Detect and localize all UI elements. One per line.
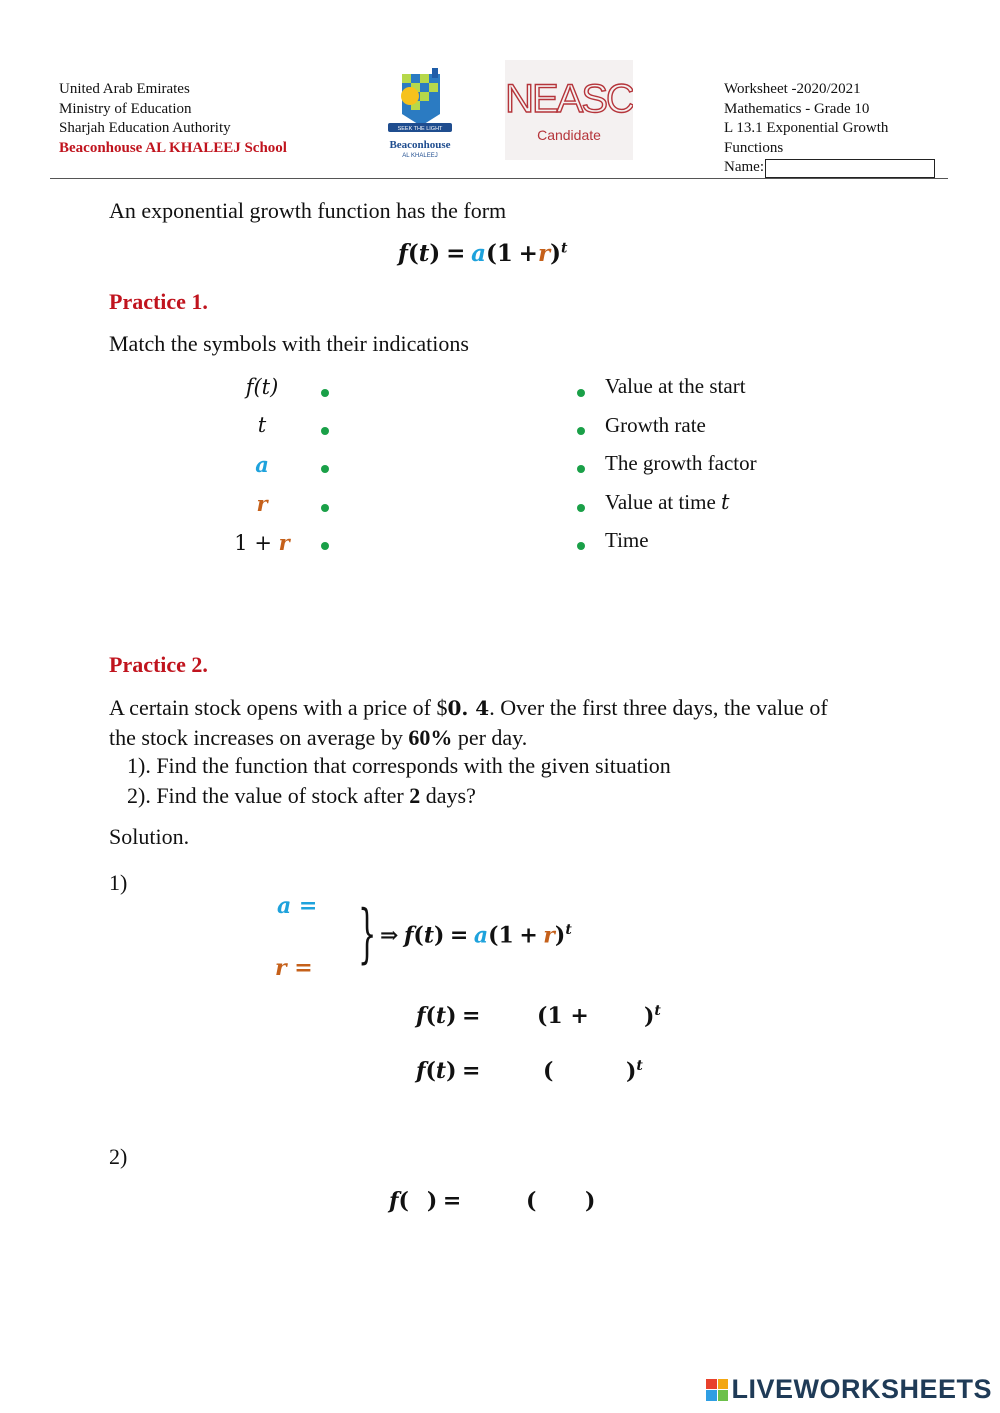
step2-a-field[interactable] [500, 1004, 534, 1034]
logo2-mark: NEASC [505, 77, 633, 121]
indication-rate: Growth rate [605, 413, 706, 437]
part2-a-field[interactable] [476, 1190, 522, 1218]
a-answer-field[interactable] [326, 904, 386, 940]
formula-t: t [418, 240, 430, 267]
solution-label: Solution. [109, 824, 190, 849]
liveworksheets-icon [706, 1379, 728, 1401]
formula-one: 1 [496, 240, 513, 267]
r-equals: r = [275, 955, 313, 981]
indication-value-time [605, 490, 730, 515]
header-right-block [724, 80, 935, 178]
liveworksheets-logo[interactable] [706, 1374, 992, 1405]
symbol-one-plus-r: 1 + r [234, 530, 290, 555]
header-authority: Sharjah Education Authority [59, 120, 231, 136]
intro-text: An exponential growth function has the form [109, 198, 507, 223]
header-country: United Arab Emirates [59, 81, 190, 97]
formula-eq: = [446, 240, 466, 267]
match-dot-right[interactable] [577, 504, 585, 512]
neasc-logo [505, 60, 633, 160]
match-dot-left[interactable] [321, 427, 329, 435]
problem-line-2: the stock increases on average by 60% per day. [109, 725, 528, 750]
right-brace: } [358, 897, 377, 971]
practice2-title: Practice 2. [109, 652, 208, 677]
step-formula-3: f(t) = [416, 1058, 481, 1084]
liveworksheets-wordmark: LIVEWORKSHEETS [731, 1374, 992, 1404]
days-value: 2 [409, 783, 421, 808]
question-1: 1). Find the function that corresponds with the given situation [127, 753, 671, 778]
header-lesson-cont: Functions [724, 139, 784, 156]
match-dot-right[interactable] [577, 427, 585, 435]
formula-r: r [537, 240, 551, 267]
a-equals: a = [277, 893, 318, 919]
indication-factor: The growth factor [605, 451, 757, 475]
logo1-motto: SEEK THE LIGHT [397, 126, 443, 132]
header-divider [50, 178, 948, 179]
r-answer-field[interactable] [326, 958, 386, 994]
practice1-title: Practice 1. [109, 289, 208, 314]
step2-r-field[interactable] [603, 1004, 641, 1034]
header-left-block [59, 80, 287, 158]
part2-open-paren: ( [526, 1188, 537, 1214]
indication-time: Time [605, 528, 649, 552]
implied-formula: ⇒ $f(t) = a(1 + r)^t$ [380, 922, 572, 949]
step-formula-2: f(t) = [416, 1003, 481, 1029]
indication-var: t [721, 490, 730, 514]
formula-plus: + [518, 240, 538, 267]
indication-value-time-text: Value at time [605, 490, 722, 514]
step3-factor-field[interactable] [560, 1059, 622, 1089]
step-formula-2-paren: (1 + [537, 1003, 589, 1029]
symbol-t: t [257, 413, 267, 437]
symbol-a: a [255, 452, 269, 477]
name-input[interactable] [765, 159, 935, 178]
formula-f: f [398, 240, 408, 267]
problem-line-1: A certain stock opens with a price of $0. 4. Over the first three days, the value of [109, 695, 828, 720]
header-subject: Mathematics - Grade 10 [724, 100, 870, 117]
header-ministry: Ministry of Education [59, 100, 192, 117]
part2-close-paren: ) [585, 1188, 596, 1214]
main-formula: $f(t) = a(1 +r)^t$ [398, 240, 568, 267]
logo2-candidate: Candidate [537, 127, 601, 143]
logo1-sub: AL KHALEEJ [402, 153, 438, 159]
match-dot-right[interactable] [577, 542, 585, 550]
match-dot-left[interactable] [321, 542, 329, 550]
rate-value: 60% [408, 725, 453, 750]
price-value: 0. 4 [447, 696, 490, 720]
question-2: 2). Find the value of stock after 2 days? [127, 783, 476, 808]
header-school: Beaconhouse AL KHALEEJ School [59, 139, 287, 156]
part1-label: 1) [109, 870, 128, 895]
practice1-instruction: Match the symbols with their indications [109, 331, 469, 356]
match-dot-left[interactable] [321, 389, 329, 397]
part2-day-field[interactable] [409, 1190, 429, 1218]
part2-label: 2) [109, 1144, 128, 1169]
formula-exp: t [560, 240, 568, 257]
symbol-r: r [256, 491, 268, 516]
part2-formula: f( ) = [389, 1188, 462, 1214]
logo1-name: Beaconhouse [389, 139, 451, 151]
header-worksheet: Worksheet -2020/2021 [724, 81, 861, 97]
beaconhouse-logo [380, 68, 460, 160]
match-dot-left[interactable] [321, 465, 329, 473]
indication-start: Value at the start [605, 374, 746, 398]
step-formula-3-open: ( [543, 1058, 554, 1084]
match-dot-right[interactable] [577, 465, 585, 473]
step-formula-2-close: )$^t$ [644, 1003, 661, 1030]
match-dot-left[interactable] [321, 504, 329, 512]
step-formula-3-close: )$^t$ [626, 1058, 643, 1085]
step3-a-field[interactable] [500, 1059, 538, 1089]
formula-a: a [471, 240, 486, 267]
name-line [724, 158, 935, 178]
match-dot-right[interactable] [577, 389, 585, 397]
symbol-ft: f(t) [245, 375, 279, 399]
part2-factor-field[interactable] [540, 1190, 582, 1218]
header-lesson: L 13.1 Exponential Growth [724, 120, 889, 136]
name-label: Name: [724, 159, 764, 175]
